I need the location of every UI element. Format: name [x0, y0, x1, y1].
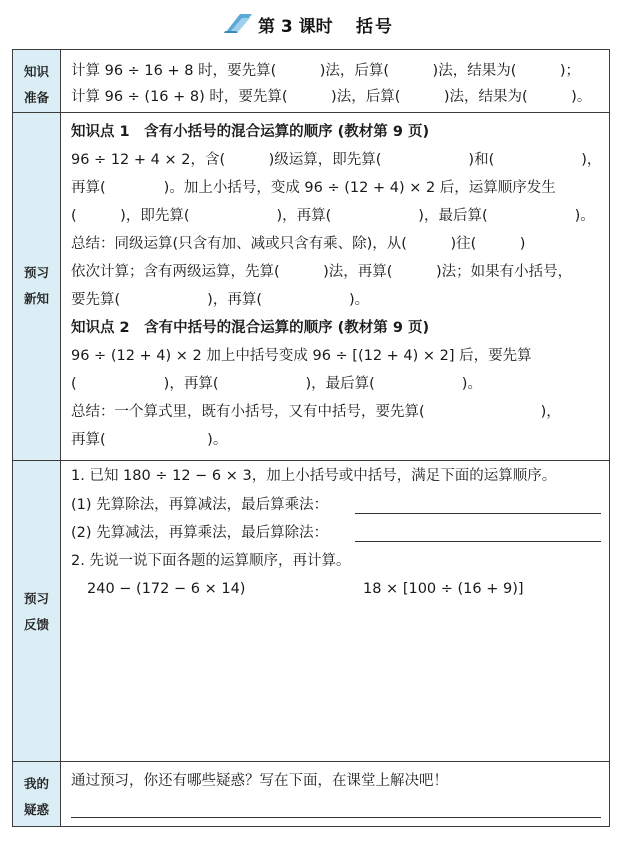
- divider: [13, 460, 609, 461]
- knowledge-point-1-heading: 知识点 1 含有小括号的混合运算的顺序 (教材第 9 页): [71, 124, 430, 140]
- divider: [13, 761, 609, 762]
- prep-line-1: 计算 96 ÷ 16 + 8 时，要先算( )法，后算( )法，结果为( )；: [71, 63, 581, 79]
- divider: [13, 112, 609, 113]
- label-my-doubts: 我的 疑惑: [13, 762, 61, 826]
- doubt-answer-line[interactable]: [71, 817, 601, 818]
- label-knowledge-prep: 知识 准备: [13, 50, 61, 112]
- preview-line: 96 ÷ 12 + 4 × 2，含( )级运算，即先算( )和( )，: [71, 152, 602, 168]
- feedback-sub-2: (2) 先算减法，再算乘法，最后算除法：: [71, 525, 329, 541]
- feedback-sub-1: (1) 先算除法，再算减法，最后算乘法：: [71, 497, 329, 513]
- worksheet-table: [12, 49, 610, 827]
- expression-1: 240 − (172 − 6 × 14): [87, 581, 246, 597]
- preview-line: ( )，即先算( )，再算( )，最后算( )。: [71, 208, 595, 224]
- answer-line-2[interactable]: [355, 541, 601, 542]
- preview-line: 再算( )。: [71, 432, 228, 448]
- preview-line: 总结：一个算式里，既有小括号，又有中括号，要先算( )，: [71, 404, 561, 420]
- preview-line: 总结：同级运算(只含有加、减或只含有乘、除)，从( )往( ): [71, 236, 526, 252]
- doubt-prompt: 通过预习，你还有哪些疑惑？写在下面，在课堂上解决吧！: [71, 773, 448, 789]
- feedback-question-2: 2. 先说一说下面各题的运算顺序，再计算。: [71, 553, 351, 569]
- preview-line: 96 ÷ (12 + 4) × 2 加上中括号变成 96 ÷ [(12 + 4) × 2] 后，要先算: [71, 348, 532, 364]
- preview-line: 依次计算；含有两级运算，先算( )法，再算( )法；如果有小括号，: [71, 264, 573, 280]
- expression-2: 18 × [100 ÷ (16 + 9)]: [363, 581, 524, 597]
- label-preview-new: 预习 新知: [13, 113, 61, 460]
- page-header: [0, 8, 624, 38]
- prep-line-2: 计算 96 ÷ (16 + 8) 时，要先算( )法，后算( )法，结果为( )。: [71, 89, 592, 105]
- lesson-number: 第 3 课时: [258, 17, 333, 37]
- preview-line: 再算( )。加上小括号，变成 96 ÷ (12 + 4) × 2 后，运算顺序发生: [71, 180, 556, 196]
- preview-line: ( )，再算( )，最后算( )。: [71, 376, 482, 392]
- preview-line: 要先算( )，再算( )。: [71, 292, 370, 308]
- knowledge-point-2-heading: 知识点 2 含有中括号的混合运算的顺序 (教材第 9 页): [71, 320, 430, 336]
- book-icon: [222, 12, 256, 34]
- page-title: 括号: [356, 17, 394, 37]
- feedback-question-1: 1. 已知 180 ÷ 12 − 6 × 3，加上小括号或中括号，满足下面的运算顺序。: [71, 468, 557, 484]
- label-preview-feedback: 预习 反馈: [13, 461, 61, 761]
- answer-line-1[interactable]: [355, 513, 601, 514]
